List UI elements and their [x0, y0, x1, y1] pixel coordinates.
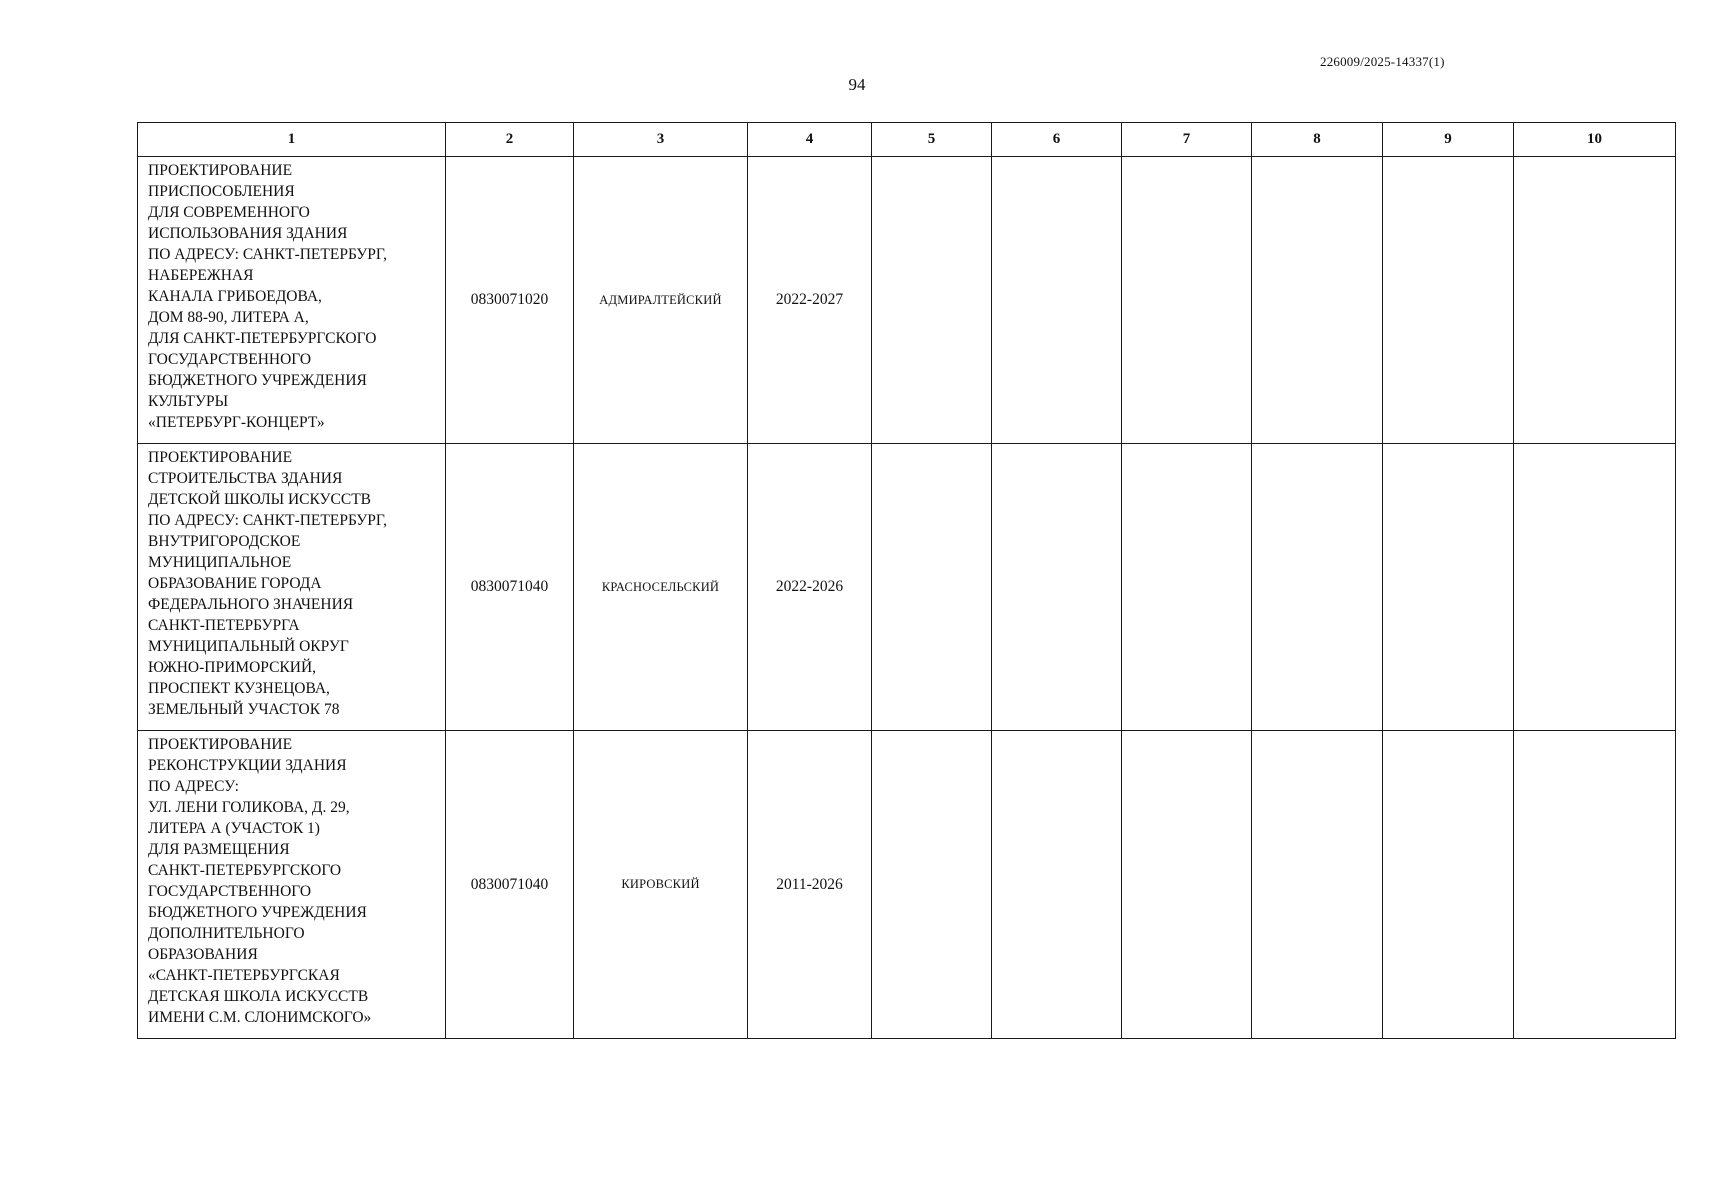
budget-code: 0830071040 — [446, 444, 574, 731]
empty-cell — [1252, 157, 1383, 444]
empty-cell — [872, 731, 992, 1039]
empty-cell — [1383, 731, 1514, 1039]
project-description: ПРОЕКТИРОВАНИЕ СТРОИТЕЛЬСТВА ЗДАНИЯ ДЕТСКОЙ ШКОЛЫ ИСКУССТВ ПО АДРЕСУ: САНКТ-ПЕТЕРБУРГ, ВНУТРИГОРОДСКОЕ МУНИЦИПАЛЬНОЕ ОБРАЗОВАНИЕ ГОРОДА ФЕДЕРАЛЬНОГО ЗНАЧЕНИЯ САНКТ-ПЕТЕРБУРГА МУНИЦИПАЛЬНЫЙ ОКРУГ ЮЖНО-ПРИМОРСКИЙ, ПРОСПЕКТ КУЗНЕЦОВА, ЗЕМЕЛЬНЫЙ УЧАСТОК 78 — [138, 444, 446, 731]
table-row — [138, 731, 1676, 1039]
period: 2022-2027 — [748, 157, 872, 444]
budget-code: 0830071040 — [446, 731, 574, 1039]
header-row — [138, 123, 1676, 157]
column-header: 3 — [574, 123, 748, 157]
district-name: АДМИРАЛТЕЙСКИЙ — [574, 157, 748, 444]
column-header: 1 — [138, 123, 446, 157]
project-description: ПРОЕКТИРОВАНИЕ РЕКОНСТРУКЦИИ ЗДАНИЯ ПО АДРЕСУ: УЛ. ЛЕНИ ГОЛИКОВА, Д. 29, ЛИТЕРА А (УЧАСТОК 1) ДЛЯ РАЗМЕЩЕНИЯ САНКТ-ПЕТЕРБУРГСКОГО ГОСУДАРСТВЕННОГО БЮДЖЕТНОГО УЧРЕЖДЕНИЯ ДОПОЛНИТЕЛЬНОГО ОБРАЗОВАНИЯ «САНКТ-ПЕТЕРБУРГСКАЯ ДЕТСКАЯ ШКОЛА ИСКУССТВ ИМЕНИ С.М. СЛОНИМСКОГО» — [138, 731, 446, 1039]
column-header: 2 — [446, 123, 574, 157]
column-header: 4 — [748, 123, 872, 157]
empty-cell — [1252, 731, 1383, 1039]
empty-cell — [1122, 444, 1252, 731]
district-name: КИРОВСКИЙ — [574, 731, 748, 1039]
column-header: 7 — [1122, 123, 1252, 157]
empty-cell — [1514, 444, 1676, 731]
district-name: КРАСНОСЕЛЬСКИЙ — [574, 444, 748, 731]
document-number: 226009/2025-14337(1) — [1320, 54, 1445, 69]
data-table — [137, 122, 1676, 1039]
empty-cell — [992, 444, 1122, 731]
empty-cell — [1514, 731, 1676, 1039]
empty-cell — [872, 444, 992, 731]
period: 2011-2026 — [748, 731, 872, 1039]
column-header: 6 — [992, 123, 1122, 157]
empty-cell — [992, 731, 1122, 1039]
empty-cell — [1122, 157, 1252, 444]
empty-cell — [1383, 157, 1514, 444]
page-number: 94 — [848, 75, 866, 94]
table-row — [138, 444, 1676, 731]
budget-code: 0830071020 — [446, 157, 574, 444]
project-description: ПРОЕКТИРОВАНИЕ ПРИСПОСОБЛЕНИЯ ДЛЯ СОВРЕМЕННОГО ИСПОЛЬЗОВАНИЯ ЗДАНИЯ ПО АДРЕСУ: САНКТ-ПЕТЕРБУРГ, НАБЕРЕЖНАЯ КАНАЛА ГРИБОЕДОВА, ДОМ 88-90, ЛИТЕРА А, ДЛЯ САНКТ-ПЕТЕРБУРГСКОГО ГОСУДАРСТВЕННОГО БЮДЖЕТНОГО УЧРЕЖДЕНИЯ КУЛЬТУРЫ «ПЕТЕРБУРГ-КОНЦЕРТ» — [138, 157, 446, 444]
empty-cell — [992, 157, 1122, 444]
column-header: 9 — [1383, 123, 1514, 157]
column-header: 8 — [1252, 123, 1383, 157]
empty-cell — [1252, 444, 1383, 731]
table-row — [138, 157, 1676, 444]
empty-cell — [1122, 731, 1252, 1039]
empty-cell — [1514, 157, 1676, 444]
column-header: 5 — [872, 123, 992, 157]
empty-cell — [872, 157, 992, 444]
empty-cell — [1383, 444, 1514, 731]
column-header: 10 — [1514, 123, 1676, 157]
period: 2022-2026 — [748, 444, 872, 731]
